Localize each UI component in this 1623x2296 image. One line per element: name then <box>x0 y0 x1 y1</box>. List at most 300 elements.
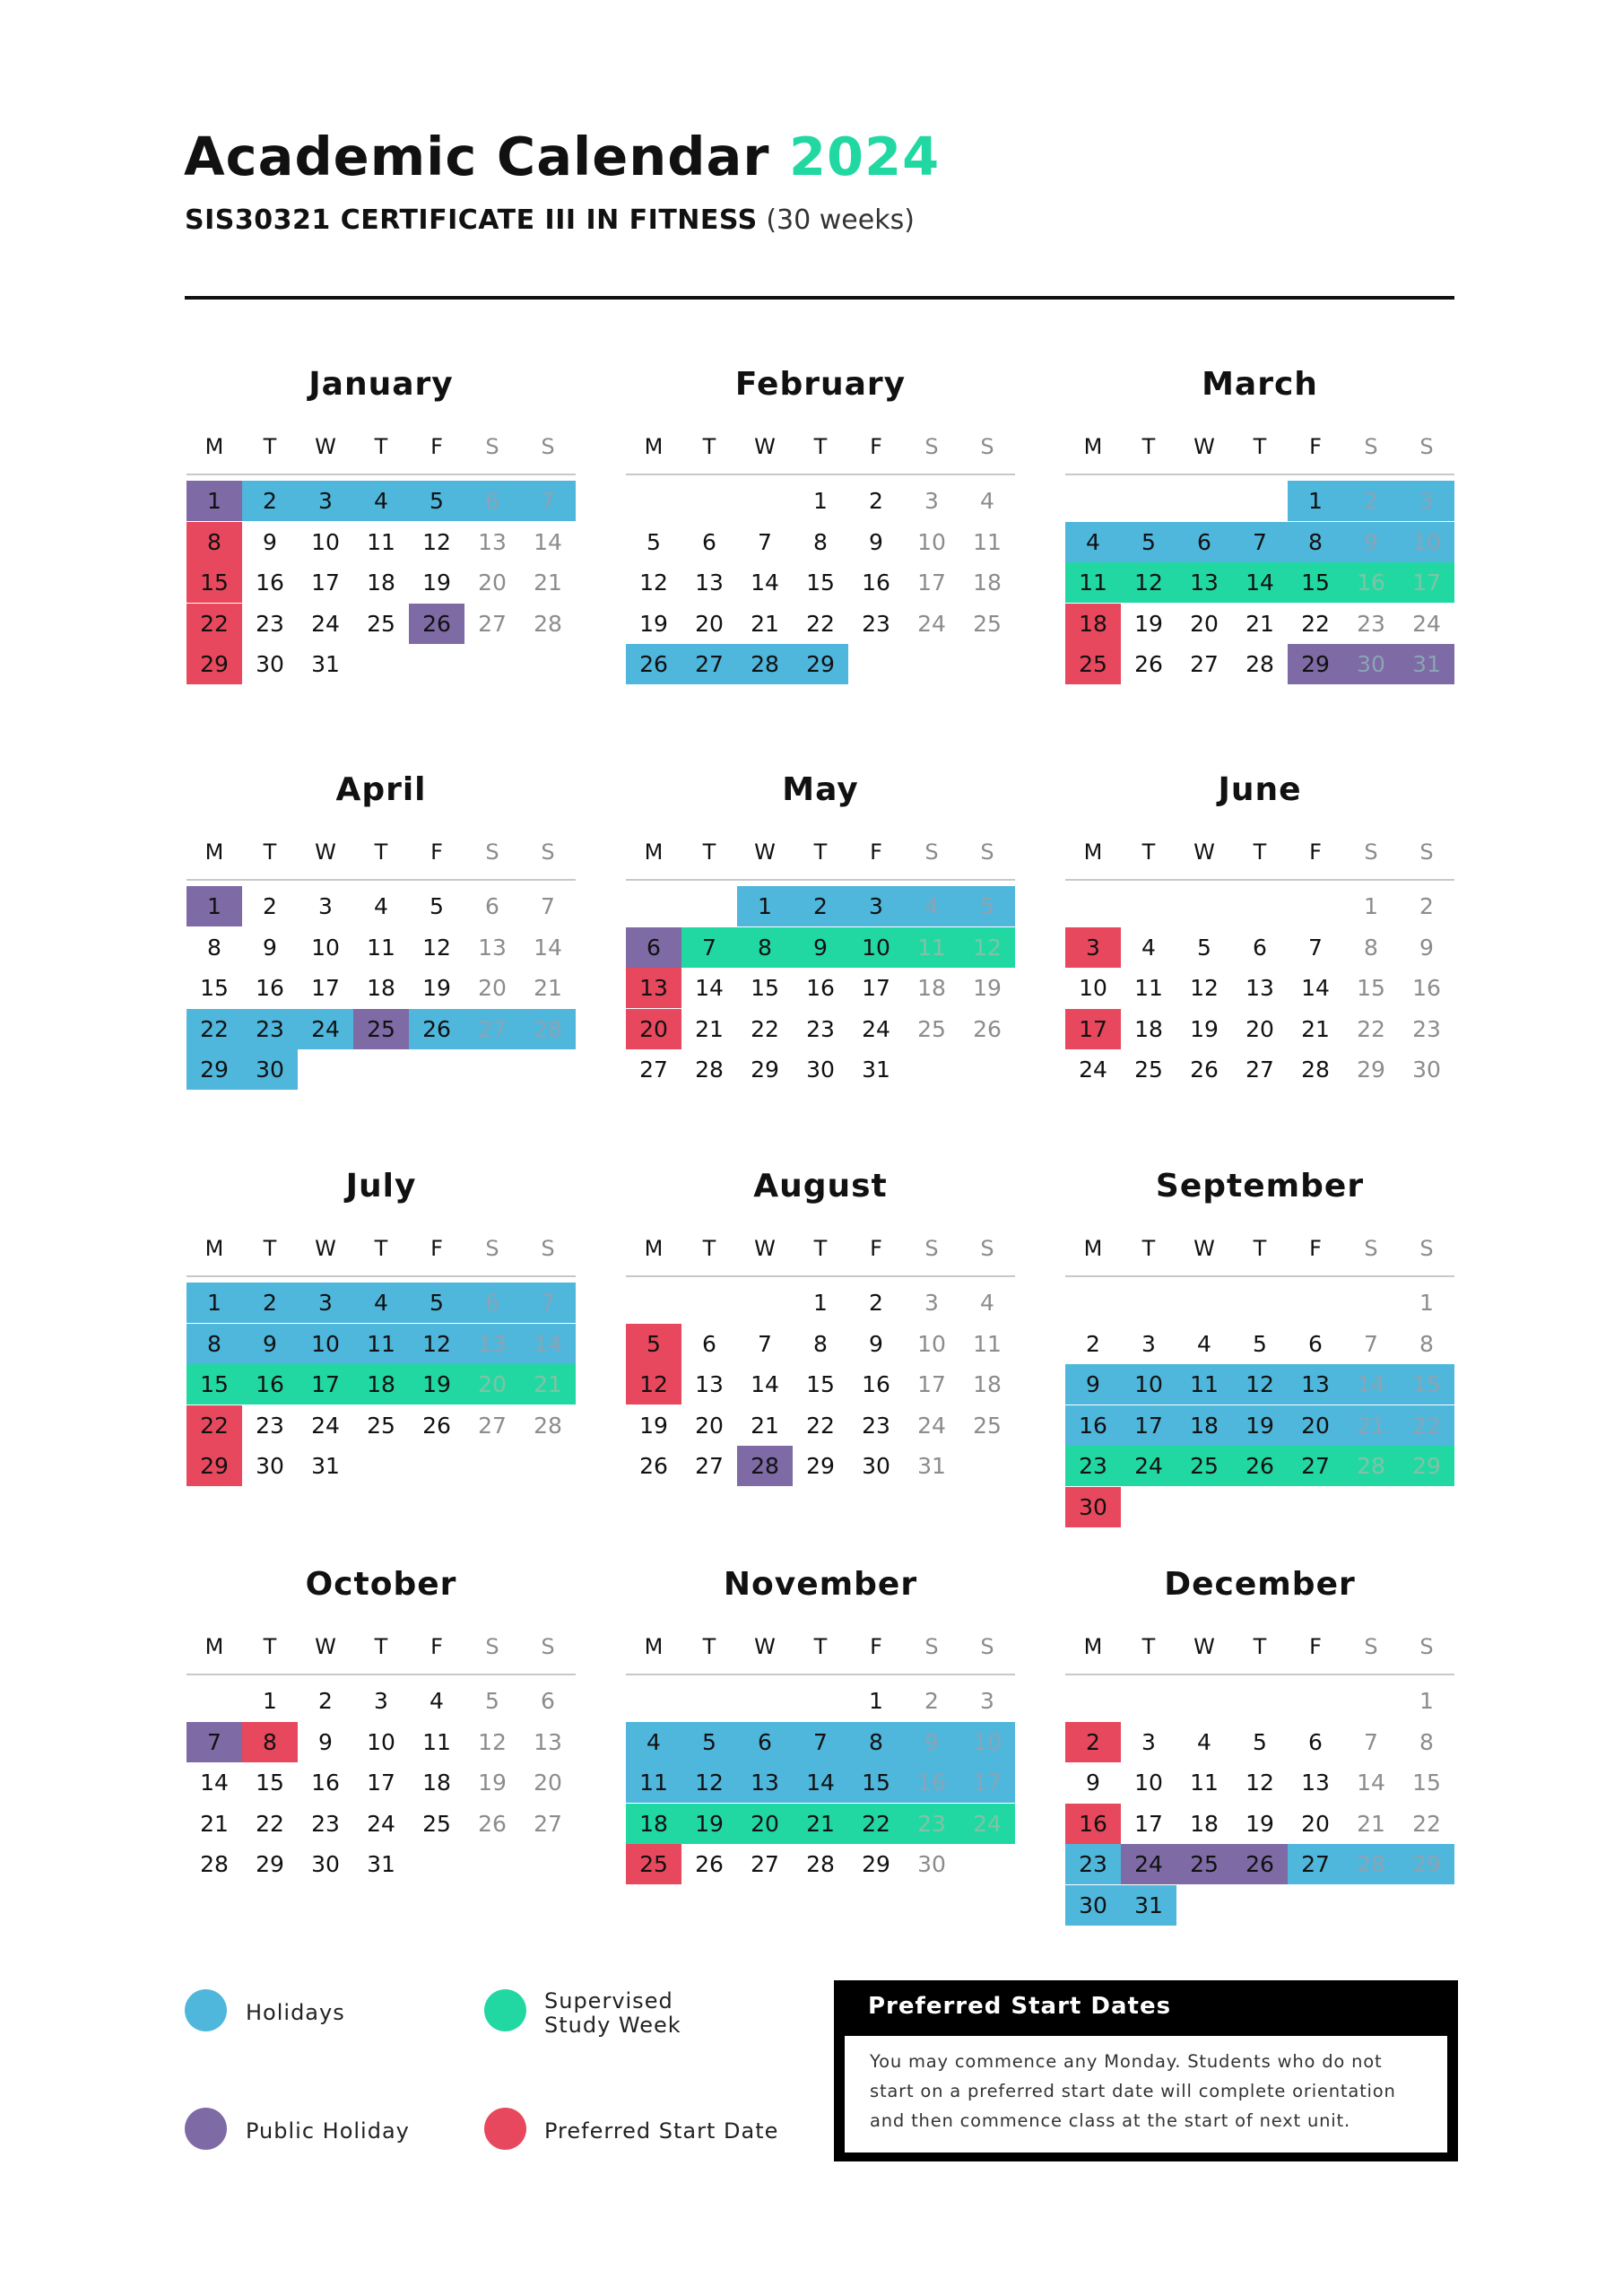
day-cell: 23 <box>1357 610 1385 637</box>
day-cell: 17 <box>1065 1009 1121 1049</box>
day-cell: 30 <box>806 1057 835 1083</box>
weekday-header: T <box>1141 839 1156 865</box>
page-title <box>184 126 940 187</box>
day-cell: 5 <box>626 1324 681 1364</box>
day-cell: 26 <box>478 1810 507 1837</box>
day-cell: 28 <box>1343 1844 1399 1884</box>
day-cell: 29 <box>256 1851 284 1877</box>
month-name: January <box>308 366 454 403</box>
day-cell: 30 <box>242 1049 298 1090</box>
day-cell: 21 <box>1245 610 1274 637</box>
day-cell: 14 <box>520 1324 576 1364</box>
day-cell: 8 <box>187 1324 242 1364</box>
day-cell: 31 <box>311 1453 340 1479</box>
day-cell: 10 <box>1121 1364 1176 1405</box>
day-cell: 10 <box>311 528 340 555</box>
day-cell: 6 <box>1176 522 1232 562</box>
day-cell: 23 <box>311 1810 340 1837</box>
day-cell: 5 <box>1253 1330 1267 1357</box>
day-cell: 3 <box>298 1283 353 1323</box>
day-cell: 4 <box>980 488 994 514</box>
day-cell: 4 <box>1197 1728 1211 1755</box>
supervised-legend-line2: Study Week <box>544 2013 681 2038</box>
day-cell: 31 <box>1121 1885 1176 1926</box>
day-cell: 17 <box>367 1770 395 1796</box>
day-cell: 29 <box>806 1453 835 1479</box>
month-name: December <box>1164 1566 1356 1603</box>
day-cell: 30 <box>256 651 284 677</box>
weekday-header: W <box>754 1236 776 1261</box>
day-cell: 10 <box>311 934 340 961</box>
month-name: April <box>335 771 427 808</box>
day-cell: 21 <box>1343 1405 1399 1446</box>
day-cell: 10 <box>1079 975 1107 1001</box>
day-cell: 9 <box>1065 1364 1121 1405</box>
preferred-start-dates-box <box>834 1980 1458 2161</box>
day-cell: 10 <box>917 528 946 555</box>
day-cell: 21 <box>751 1412 779 1439</box>
day-cell: 30 <box>1412 1057 1441 1083</box>
day-cell: 26 <box>409 1009 464 1049</box>
day-cell: 1 <box>869 1688 883 1714</box>
day-cell: 19 <box>1134 610 1163 637</box>
day-cell: 18 <box>973 1371 1002 1397</box>
day-cell: 29 <box>862 1851 890 1877</box>
day-cell: 9 <box>263 528 277 555</box>
weekday-header: T <box>702 1634 716 1659</box>
day-cell: 28 <box>737 644 793 684</box>
day-cell: 24 <box>959 1804 1015 1844</box>
day-cell: 16 <box>904 1762 959 1803</box>
weekday-header: S <box>980 1236 994 1261</box>
day-cell: 3 <box>318 893 333 919</box>
course-duration: (30 weeks) <box>766 204 915 236</box>
day-cell: 3 <box>1141 1330 1156 1357</box>
title-year: 2024 <box>788 126 941 187</box>
weekday-divider <box>187 1275 576 1277</box>
day-cell: 29 <box>187 1049 242 1090</box>
weekday-header: W <box>754 434 776 459</box>
day-cell: 23 <box>862 1412 890 1439</box>
day-cell: 16 <box>242 1364 298 1405</box>
weekday-divider <box>626 474 1015 475</box>
month-name: August <box>753 1168 888 1205</box>
day-cell: 27 <box>1245 1057 1274 1083</box>
day-cell: 19 <box>422 975 451 1001</box>
weekday-header: T <box>813 1236 828 1261</box>
day-cell: 26 <box>973 1015 1002 1042</box>
day-cell: 8 <box>813 1330 828 1357</box>
day-cell: 9 <box>793 927 848 968</box>
day-cell: 2 <box>1343 481 1399 521</box>
day-cell: 9 <box>1086 1770 1100 1796</box>
weekday-header: S <box>1419 1634 1434 1659</box>
day-cell: 16 <box>311 1770 340 1796</box>
day-cell: 1 <box>813 1290 828 1316</box>
weekday-header: T <box>702 434 716 459</box>
day-cell: 29 <box>751 1057 779 1083</box>
day-cell: 28 <box>534 1412 562 1439</box>
day-cell: 15 <box>187 562 242 603</box>
day-cell: 27 <box>1288 1844 1343 1884</box>
weekday-divider <box>1065 1275 1454 1277</box>
weekday-header: M <box>644 839 664 865</box>
day-cell: 4 <box>430 1688 444 1714</box>
day-cell: 25 <box>973 610 1002 637</box>
day-cell: 5 <box>647 528 661 555</box>
day-cell: 24 <box>917 610 946 637</box>
day-cell: 24 <box>1079 1057 1107 1083</box>
day-cell: 13 <box>478 934 507 961</box>
day-cell: 27 <box>1190 651 1219 677</box>
day-cell: 30 <box>917 1851 946 1877</box>
course-subtitle <box>185 204 915 236</box>
weekday-header: W <box>1193 839 1215 865</box>
weekday-header: T <box>263 434 277 459</box>
day-cell: 11 <box>1176 1364 1232 1405</box>
day-cell: 22 <box>1301 610 1330 637</box>
header-divider <box>185 296 1454 300</box>
day-cell: 14 <box>695 975 724 1001</box>
weekday-header: W <box>315 1634 336 1659</box>
day-cell: 20 <box>1288 1405 1343 1446</box>
day-cell: 5 <box>430 893 444 919</box>
day-cell: 18 <box>1134 1015 1163 1042</box>
day-cell: 15 <box>187 1364 242 1405</box>
day-cell: 28 <box>1343 1446 1399 1486</box>
day-cell: 3 <box>374 1688 388 1714</box>
weekday-header: W <box>1193 434 1215 459</box>
day-cell: 8 <box>1288 522 1343 562</box>
day-cell: 18 <box>917 975 946 1001</box>
day-cell: 16 <box>1412 975 1441 1001</box>
day-cell: 20 <box>1245 1015 1274 1042</box>
weekday-header: M <box>204 434 224 459</box>
day-cell: 22 <box>1357 1015 1385 1042</box>
day-cell: 25 <box>367 1412 395 1439</box>
day-cell: 22 <box>806 1412 835 1439</box>
weekday-header: W <box>754 1634 776 1659</box>
weekday-header: T <box>263 1236 277 1261</box>
day-cell: 23 <box>256 610 284 637</box>
day-cell: 29 <box>1399 1844 1454 1884</box>
weekday-header: T <box>813 434 828 459</box>
weekday-header: S <box>485 434 499 459</box>
day-cell: 11 <box>422 1728 451 1755</box>
day-cell: 7 <box>1232 522 1288 562</box>
weekday-header: T <box>813 1634 828 1659</box>
day-cell: 23 <box>242 1009 298 1049</box>
day-cell: 13 <box>695 570 724 596</box>
day-cell: 9 <box>869 528 883 555</box>
day-cell: 1 <box>1364 893 1378 919</box>
day-cell: 15 <box>848 1762 904 1803</box>
weekday-header: M <box>1083 434 1103 459</box>
day-cell: 20 <box>1301 1810 1330 1837</box>
day-cell: 6 <box>464 481 520 521</box>
day-cell: 1 <box>187 886 242 926</box>
day-cell: 3 <box>1065 927 1121 968</box>
day-cell: 3 <box>298 481 353 521</box>
day-cell: 16 <box>862 1371 890 1397</box>
weekday-header: W <box>1193 1236 1215 1261</box>
weekday-divider <box>1065 474 1454 475</box>
day-cell: 24 <box>1121 1446 1176 1486</box>
weekday-header: W <box>315 839 336 865</box>
day-cell: 16 <box>256 975 284 1001</box>
day-cell: 27 <box>681 644 737 684</box>
day-cell: 15 <box>200 975 229 1001</box>
day-cell: 12 <box>409 1324 464 1364</box>
day-cell: 30 <box>1065 1487 1121 1527</box>
day-cell: 7 <box>520 1283 576 1323</box>
weekday-header: S <box>980 1634 994 1659</box>
weekday-header: S <box>1419 839 1434 865</box>
day-cell: 26 <box>639 1453 668 1479</box>
day-cell: 31 <box>862 1057 890 1083</box>
course-name: SIS30321 CERTIFICATE III IN FITNESS <box>185 204 758 236</box>
month-name: May <box>782 771 859 808</box>
day-cell: 22 <box>256 1810 284 1837</box>
public-holiday-legend-label: Public Holiday <box>246 2118 410 2144</box>
day-cell: 14 <box>751 570 779 596</box>
day-cell: 28 <box>1301 1057 1330 1083</box>
day-cell: 4 <box>904 886 959 926</box>
month-name: June <box>1218 771 1302 808</box>
day-cell: 6 <box>702 1330 716 1357</box>
month-name: October <box>305 1566 457 1603</box>
day-cell: 21 <box>793 1804 848 1844</box>
day-cell: 24 <box>311 610 340 637</box>
weekday-header: F <box>1309 1634 1322 1659</box>
day-cell: 10 <box>298 1324 353 1364</box>
day-cell: 28 <box>520 1009 576 1049</box>
day-cell: 15 <box>1357 975 1385 1001</box>
day-cell: 30 <box>311 1851 340 1877</box>
day-cell: 8 <box>1364 934 1378 961</box>
day-cell: 17 <box>298 1364 353 1405</box>
weekday-header: M <box>204 1634 224 1659</box>
month-name: February <box>734 366 907 403</box>
day-cell: 16 <box>1343 562 1399 603</box>
day-cell: 22 <box>187 1405 242 1446</box>
day-cell: 17 <box>862 975 890 1001</box>
day-cell: 19 <box>973 975 1002 1001</box>
day-cell: 22 <box>1399 1405 1454 1446</box>
day-cell: 19 <box>639 610 668 637</box>
day-cell: 5 <box>409 481 464 521</box>
day-cell: 18 <box>1190 1810 1219 1837</box>
day-cell: 23 <box>806 1015 835 1042</box>
day-cell: 25 <box>917 1015 946 1042</box>
day-cell: 19 <box>1190 1015 1219 1042</box>
weekday-header: M <box>204 1236 224 1261</box>
day-cell: 18 <box>422 1770 451 1796</box>
day-cell: 17 <box>1399 562 1454 603</box>
weekday-header: S <box>541 434 555 459</box>
weekday-divider <box>187 879 576 881</box>
weekday-header: W <box>1193 1634 1215 1659</box>
day-cell: 7 <box>758 528 772 555</box>
month-name: July <box>345 1168 417 1205</box>
day-cell: 27 <box>478 1412 507 1439</box>
weekday-header: T <box>1253 839 1267 865</box>
day-cell: 2 <box>924 1688 939 1714</box>
day-cell: 18 <box>367 975 395 1001</box>
weekday-header: F <box>1309 839 1322 865</box>
day-cell: 10 <box>367 1728 395 1755</box>
day-cell: 19 <box>639 1412 668 1439</box>
day-cell: 13 <box>1245 975 1274 1001</box>
day-cell: 6 <box>541 1688 555 1714</box>
weekday-header: T <box>1253 1236 1267 1261</box>
day-cell: 1 <box>263 1688 277 1714</box>
day-cell: 6 <box>702 528 716 555</box>
day-cell: 23 <box>1065 1446 1121 1486</box>
day-cell: 25 <box>1134 1057 1163 1083</box>
preferred-start-dates-text: You may commence any Monday. Students who do not start on a preferred start date will complete orientation and then commence class at the start of next unit. <box>870 2051 1396 2131</box>
day-cell: 12 <box>681 1762 737 1803</box>
day-cell: 29 <box>1357 1057 1385 1083</box>
day-cell: 9 <box>1343 522 1399 562</box>
day-cell: 18 <box>1176 1405 1232 1446</box>
day-cell: 11 <box>973 528 1002 555</box>
day-cell: 12 <box>1190 975 1219 1001</box>
weekday-header: F <box>430 839 443 865</box>
day-cell: 16 <box>1065 1804 1121 1844</box>
day-cell: 12 <box>1232 1364 1288 1405</box>
weekday-header: T <box>374 434 388 459</box>
weekday-header: T <box>1141 434 1156 459</box>
day-cell: 26 <box>695 1851 724 1877</box>
day-cell: 1 <box>187 481 242 521</box>
weekday-header: T <box>1253 1634 1267 1659</box>
weekday-header: S <box>924 434 939 459</box>
weekday-header: T <box>1141 1634 1156 1659</box>
day-cell: 28 <box>737 1446 793 1486</box>
day-cell: 13 <box>534 1728 562 1755</box>
day-cell: 25 <box>353 1009 409 1049</box>
day-cell: 11 <box>367 934 395 961</box>
day-cell: 18 <box>626 1804 681 1844</box>
weekday-divider <box>626 879 1015 881</box>
day-cell: 22 <box>806 610 835 637</box>
day-cell: 18 <box>1065 604 1121 644</box>
day-cell: 30 <box>1343 644 1399 684</box>
day-cell: 17 <box>917 570 946 596</box>
day-cell: 7 <box>1364 1330 1378 1357</box>
preferred-start-legend-dot <box>484 2108 526 2150</box>
day-cell: 15 <box>1288 562 1343 603</box>
day-cell: 28 <box>200 1851 229 1877</box>
day-cell: 20 <box>534 1770 562 1796</box>
day-cell: 11 <box>367 528 395 555</box>
day-cell: 12 <box>639 570 668 596</box>
month-name: November <box>723 1566 918 1603</box>
day-cell: 4 <box>353 481 409 521</box>
day-cell: 29 <box>187 1446 242 1486</box>
day-cell: 26 <box>409 604 464 644</box>
day-cell: 30 <box>256 1453 284 1479</box>
weekday-header: T <box>374 1236 388 1261</box>
day-cell: 16 <box>1065 1405 1121 1446</box>
day-cell: 27 <box>695 1453 724 1479</box>
day-cell: 13 <box>478 528 507 555</box>
weekday-header: S <box>980 434 994 459</box>
day-cell: 8 <box>848 1722 904 1762</box>
day-cell: 14 <box>1343 1364 1399 1405</box>
day-cell: 21 <box>751 610 779 637</box>
day-cell: 6 <box>485 893 499 919</box>
day-cell: 20 <box>478 570 507 596</box>
day-cell: 7 <box>793 1722 848 1762</box>
day-cell: 8 <box>737 927 793 968</box>
weekday-header: S <box>924 1236 939 1261</box>
day-cell: 24 <box>311 1412 340 1439</box>
day-cell: 14 <box>751 1371 779 1397</box>
day-cell: 20 <box>737 1804 793 1844</box>
weekday-header: F <box>870 839 882 865</box>
day-cell: 6 <box>1308 1330 1323 1357</box>
day-cell: 13 <box>737 1762 793 1803</box>
day-cell: 7 <box>541 893 555 919</box>
day-cell: 1 <box>813 488 828 514</box>
day-cell: 4 <box>1141 934 1156 961</box>
weekday-header: S <box>1364 1634 1378 1659</box>
day-cell: 2 <box>318 1688 333 1714</box>
day-cell: 11 <box>353 1324 409 1364</box>
day-cell: 9 <box>263 934 277 961</box>
day-cell: 5 <box>1253 1728 1267 1755</box>
day-cell: 25 <box>1065 644 1121 684</box>
day-cell: 27 <box>464 1009 520 1049</box>
day-cell: 13 <box>1301 1770 1330 1796</box>
day-cell: 28 <box>806 1851 835 1877</box>
day-cell: 7 <box>1364 1728 1378 1755</box>
day-cell: 22 <box>848 1804 904 1844</box>
day-cell: 16 <box>862 570 890 596</box>
weekday-divider <box>187 474 576 475</box>
weekday-header: T <box>263 1634 277 1659</box>
day-cell: 29 <box>793 644 848 684</box>
day-cell: 2 <box>263 893 277 919</box>
day-cell: 3 <box>924 488 939 514</box>
day-cell: 14 <box>793 1762 848 1803</box>
day-cell: 15 <box>806 570 835 596</box>
day-cell: 28 <box>695 1057 724 1083</box>
weekday-header: S <box>485 1634 499 1659</box>
weekday-header: F <box>430 1634 443 1659</box>
weekday-header: M <box>644 1634 664 1659</box>
day-cell: 19 <box>409 1364 464 1405</box>
day-cell: 2 <box>1065 1722 1121 1762</box>
day-cell: 12 <box>422 934 451 961</box>
weekday-header: M <box>1083 1236 1103 1261</box>
day-cell: 25 <box>367 610 395 637</box>
weekday-header: T <box>702 839 716 865</box>
day-cell: 4 <box>353 1283 409 1323</box>
day-cell: 17 <box>917 1371 946 1397</box>
title-main: Academic Calendar <box>184 126 770 187</box>
day-cell: 31 <box>1399 644 1454 684</box>
day-cell: 27 <box>751 1851 779 1877</box>
weekday-header: S <box>485 839 499 865</box>
weekday-divider <box>626 1275 1015 1277</box>
day-cell: 9 <box>904 1722 959 1762</box>
day-cell: 5 <box>1197 934 1211 961</box>
day-cell: 29 <box>1288 644 1343 684</box>
weekday-header: F <box>870 434 882 459</box>
